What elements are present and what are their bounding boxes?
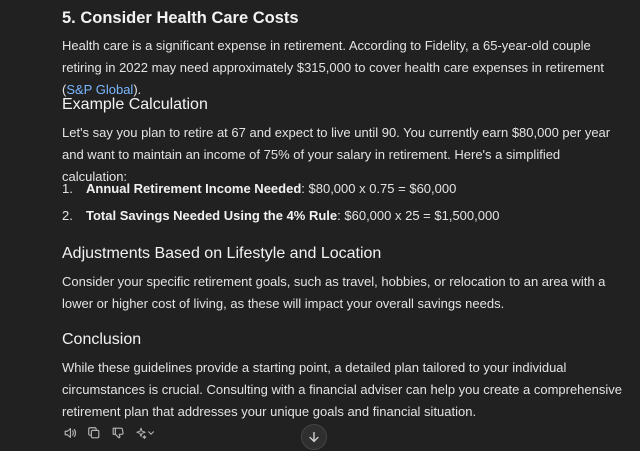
list-item-body xyxy=(86,205,499,227)
health-care-text: Health care is a significant expense in retirement. According to Fidelity, a 65-year-old couple retiring in 2022 may need approximately $315,000 to cover health care expenses in retirement ( xyxy=(62,38,604,97)
chevron-down-icon xyxy=(147,429,155,437)
source-link-sp-global[interactable]: S&P Global xyxy=(66,82,134,97)
message-actions xyxy=(62,425,156,441)
list-item-number: 2. xyxy=(62,208,73,223)
health-care-text-end: ). xyxy=(133,82,142,97)
example-paragraph: Let's say you plan to retire at 67 and expect to live until 90. You currently earn $80,000 per year and want to maintain an income of 75% of your salary in retirement. Here's a simplified calculation: xyxy=(62,125,611,184)
regenerate-button[interactable] xyxy=(134,425,156,441)
list-item xyxy=(62,178,622,200)
section-heading-conclusion: Conclusion xyxy=(62,331,142,348)
bad-response-button[interactable] xyxy=(110,425,126,441)
calculation-list xyxy=(62,178,622,232)
list-item-number: 1. xyxy=(62,181,73,196)
arrow-down-icon xyxy=(307,430,321,444)
copy-button[interactable] xyxy=(86,425,102,441)
section-heading-example: Example Calculation xyxy=(62,96,208,113)
adjustments-paragraph: Consider your specific retirement goals, such as travel, hobbies, or relocation to an area with a lower or higher cost of living, as these will impact your overall savings needs. xyxy=(62,274,606,311)
read-aloud-button[interactable] xyxy=(62,425,78,441)
list-item-label: Total Savings Needed Using the 4% Rule xyxy=(86,208,338,223)
conclusion-paragraph: While these guidelines provide a starting point, a detailed plan tailored to your individual circumstances is crucial. Consulting with a financial adviser can help you create a comprehensive retirement plan that addresses your unique goals and financial situation. xyxy=(62,360,622,419)
list-item-label: Annual Retirement Income Needed xyxy=(86,181,302,196)
sparkle-icon xyxy=(135,427,147,439)
list-item xyxy=(62,205,622,227)
health-care-paragraph xyxy=(62,35,622,101)
speaker-icon xyxy=(63,426,77,440)
copy-icon xyxy=(87,426,101,440)
section-heading-health-care: 5. Consider Health Care Costs xyxy=(62,9,299,27)
scroll-to-bottom-button[interactable] xyxy=(301,424,327,450)
list-item-text: : $60,000 x 25 = $1,500,000 xyxy=(337,208,500,223)
list-item-body xyxy=(86,178,456,200)
section-heading-adjustments: Adjustments Based on Lifestyle and Location xyxy=(62,245,382,262)
list-item-text: : $80,000 x 0.75 = $60,000 xyxy=(301,181,457,196)
thumbs-down-icon xyxy=(111,426,125,440)
